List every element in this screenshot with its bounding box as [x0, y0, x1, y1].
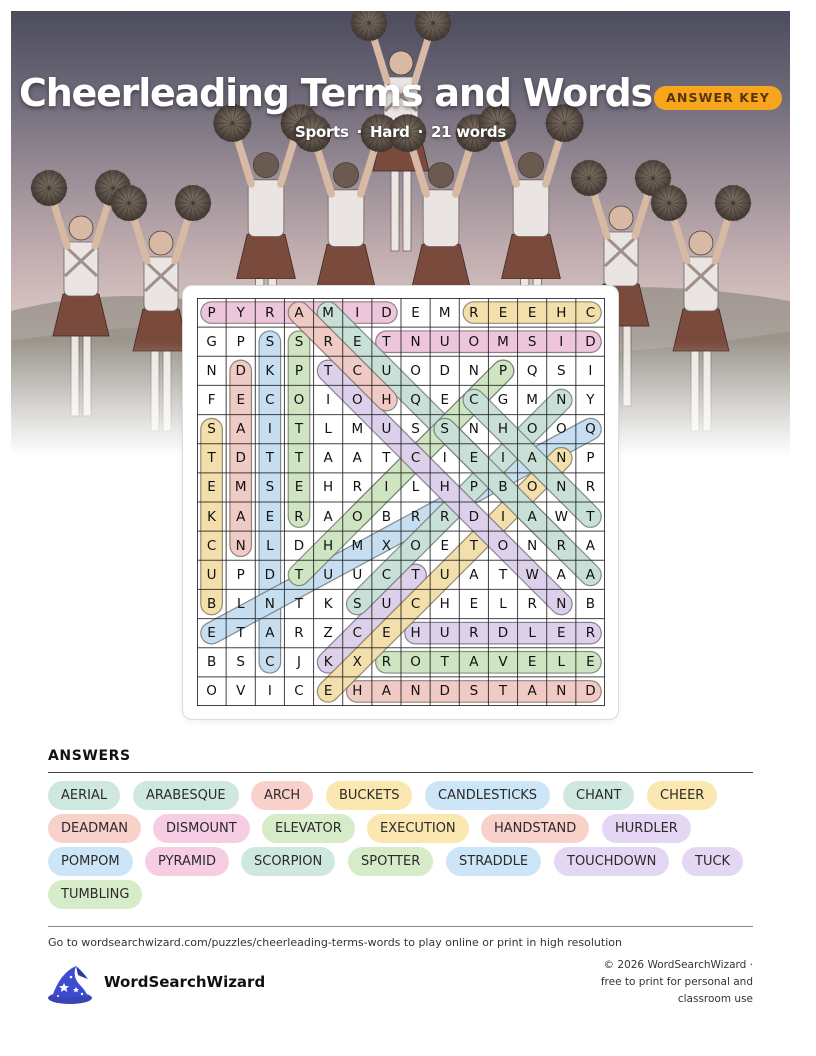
- grid-cell: O: [206, 683, 217, 700]
- grid-cell: A: [469, 654, 479, 671]
- grid-cell: C: [469, 391, 479, 408]
- answer-chip-chant: CHANT: [563, 781, 634, 810]
- grid-cell: D: [381, 304, 392, 321]
- grid-cell: D: [468, 508, 480, 525]
- grid-cell: P: [294, 362, 304, 379]
- grid-cell: H: [323, 537, 334, 554]
- grid-cell: C: [352, 625, 362, 642]
- grid-cell: N: [556, 595, 567, 612]
- grid-cell: R: [323, 333, 333, 350]
- grid-cell: N: [410, 333, 421, 350]
- grid-cell: H: [323, 479, 334, 496]
- grid-cell: P: [207, 304, 216, 321]
- grid-cell: F: [207, 391, 216, 408]
- grid-cell: O: [555, 421, 567, 438]
- answer-key-badge: ANSWER KEY: [654, 86, 782, 110]
- grid-cell: T: [294, 421, 304, 438]
- grid-cell: K: [323, 654, 333, 671]
- grid-cell: T: [411, 566, 420, 583]
- grid-cell: S: [265, 479, 275, 496]
- grid-cell: E: [440, 537, 449, 554]
- grid-cell: O: [351, 391, 363, 408]
- grid-cell: R: [527, 595, 537, 612]
- grid-cell: E: [207, 625, 216, 642]
- grid-cell: H: [439, 595, 450, 612]
- grid-cell: P: [498, 362, 508, 379]
- grid-cell: R: [294, 625, 304, 642]
- grid-cell: C: [265, 654, 275, 671]
- grid-cell: A: [585, 566, 596, 583]
- word-search-grid: [197, 298, 605, 706]
- grid-cell: N: [556, 479, 567, 496]
- grid-cell: A: [527, 508, 537, 525]
- grid-cell: E: [353, 333, 362, 350]
- grid-cell: O: [410, 537, 421, 554]
- grid-cell: O: [351, 508, 363, 525]
- grid-cell: U: [323, 566, 334, 583]
- answer-chip-handstand: HANDSTAND: [481, 814, 589, 843]
- grid-cell: A: [352, 450, 362, 467]
- grid-cell: D: [293, 537, 305, 554]
- answer-chip-buckets: BUCKETS: [326, 781, 412, 810]
- answer-chip-arabesque: ARABESQUE: [133, 781, 239, 810]
- grid-cell: T: [324, 362, 333, 379]
- answer-chip-straddle: STRADDLE: [446, 847, 541, 876]
- grid-cell: P: [236, 566, 245, 583]
- grid-cell: M: [497, 333, 509, 350]
- grid-cell: A: [323, 450, 333, 467]
- grid-cell: N: [556, 683, 567, 700]
- answers-heading: ANSWERS: [48, 748, 131, 764]
- grid-cell: T: [469, 537, 478, 554]
- grid-cell: T: [586, 508, 595, 525]
- grid-cell: I: [442, 450, 447, 467]
- grid-cell: T: [294, 566, 304, 583]
- grid-cell: J: [297, 654, 301, 671]
- grid-cell: H: [556, 304, 567, 321]
- grid-cell: K: [323, 595, 333, 612]
- grid-cell: I: [267, 683, 272, 700]
- grid-cell: R: [410, 508, 421, 525]
- grid-cell: G: [497, 391, 509, 408]
- grid-cell: X: [381, 537, 392, 554]
- grid-cell: M: [322, 304, 334, 321]
- grid-cell: R: [469, 625, 479, 642]
- grid-cell: I: [326, 391, 331, 408]
- grid-cell: H: [352, 683, 363, 700]
- grid-cell: S: [294, 333, 304, 350]
- grid-cell: T: [265, 450, 274, 467]
- grid-cell: A: [381, 683, 392, 700]
- grid-cell: E: [294, 479, 304, 496]
- grid-cell: R: [352, 479, 362, 496]
- grid-cell: H: [381, 391, 392, 408]
- grid-cell: I: [355, 304, 360, 321]
- grid-cell: K: [265, 362, 275, 379]
- grid-cell: C: [206, 537, 217, 554]
- answer-chip-scorpion: SCORPION: [241, 847, 335, 876]
- grid-cell: T: [207, 450, 216, 467]
- grid-cell: R: [469, 304, 479, 321]
- grid-cell: Q: [526, 362, 538, 379]
- copyright-text: [563, 957, 753, 1008]
- grid-cell: A: [323, 508, 333, 525]
- answer-chip-pyramid: PYRAMID: [145, 847, 229, 876]
- grid-cell: U: [439, 625, 450, 642]
- grid-cell: D: [585, 333, 596, 350]
- grid-cell: H: [497, 421, 509, 438]
- grid-cell: U: [381, 595, 392, 612]
- grid-cell: B: [206, 595, 217, 612]
- grid-cell: H: [439, 479, 450, 496]
- grid-cell: N: [527, 537, 538, 554]
- grid-cell: Z: [323, 625, 333, 642]
- grid-cell: W: [525, 566, 539, 583]
- difficulty-label: Hard: [370, 123, 410, 141]
- grid-cell: S: [265, 333, 275, 350]
- grid-cell: D: [497, 625, 509, 642]
- grid-cell: A: [294, 304, 304, 321]
- grid-cell: N: [264, 595, 275, 612]
- grid-cell: N: [206, 362, 217, 379]
- grid-cell: I: [501, 508, 505, 525]
- grid-cell: S: [440, 421, 449, 438]
- footer-url-text: Go to wordsearchwizard.com/puzzles/cheerleading-terms-words to play online or print in high resolution: [48, 936, 622, 949]
- grid-cell: O: [468, 333, 480, 350]
- grid-cell: U: [439, 333, 450, 350]
- grid-cell: U: [352, 566, 363, 583]
- grid-cell: M: [234, 479, 247, 496]
- grid-cell: A: [236, 421, 246, 438]
- answer-chip-touchdown: TOUCHDOWN: [554, 847, 669, 876]
- grid-cell: N: [235, 537, 246, 554]
- grid-cell: H: [410, 625, 421, 642]
- grid-cell: P: [586, 450, 595, 467]
- grid-cell: Y: [586, 391, 595, 408]
- grid-cell: E: [586, 654, 595, 671]
- grid-cell: E: [265, 508, 275, 525]
- grid-cell: O: [410, 362, 421, 379]
- grid-cell: B: [585, 595, 596, 612]
- answer-chip-aerial: AERIAL: [48, 781, 120, 810]
- grid-cell: W: [554, 508, 568, 525]
- answer-chip-tumbling: TUMBLING: [48, 880, 142, 909]
- grid-cell: S: [207, 421, 216, 438]
- grid-cell: T: [382, 450, 391, 467]
- grid-cell: E: [382, 625, 391, 642]
- grid-cell: G: [206, 333, 217, 350]
- grid-cell: A: [527, 683, 537, 700]
- brand-name: WordSearchWizard: [104, 973, 266, 991]
- grid-cell: L: [557, 654, 566, 671]
- grid-cell: I: [559, 333, 564, 350]
- grid-cell: R: [381, 654, 392, 671]
- grid-cell: R: [556, 537, 566, 554]
- grid-cell: P: [469, 479, 478, 496]
- footer-divider: [48, 926, 753, 927]
- answer-chip-hurdler: HURDLER: [602, 814, 691, 843]
- grid-cell: S: [352, 595, 362, 612]
- grid-cell: L: [411, 479, 420, 496]
- puzzle-card: [182, 285, 619, 720]
- grid-cell: I: [501, 450, 505, 467]
- grid-cell: R: [585, 625, 596, 642]
- grid-cell: A: [556, 566, 566, 583]
- grid-cell: E: [469, 595, 479, 612]
- grid-cell: N: [410, 683, 421, 700]
- grid-cell: E: [440, 391, 449, 408]
- grid-cell: C: [294, 683, 304, 700]
- copyright-line: free to print for personal and: [600, 976, 753, 988]
- grid-cell: E: [527, 654, 537, 671]
- answer-chip-spotter: SPOTTER: [348, 847, 433, 876]
- grid-cell: U: [381, 362, 392, 379]
- grid-cell: C: [265, 391, 275, 408]
- grid-cell: E: [469, 450, 479, 467]
- answer-chip-tuck: TUCK: [682, 847, 743, 876]
- grid-cell: R: [265, 304, 275, 321]
- grid-cell: A: [527, 450, 537, 467]
- grid-cell: T: [498, 566, 508, 583]
- grid-cell: S: [527, 333, 537, 350]
- grid-cell: P: [236, 333, 245, 350]
- grid-cell: T: [294, 595, 304, 612]
- grid-cell: E: [323, 683, 333, 700]
- grid-cell: D: [585, 683, 596, 700]
- grid-cell: B: [381, 508, 392, 525]
- grid-cell: L: [324, 421, 332, 438]
- grid-cell: U: [439, 566, 450, 583]
- grid-cell: D: [439, 362, 450, 379]
- wizard-hat-icon: [46, 963, 94, 1005]
- grid-cell: M: [351, 537, 364, 554]
- grid-cell: Y: [236, 304, 245, 321]
- grid-cell: A: [236, 508, 246, 525]
- answer-chip-dismount: DISMOUNT: [153, 814, 250, 843]
- meta-separator: ·: [356, 123, 362, 141]
- grid-cell: I: [267, 421, 272, 438]
- grid-cell: R: [294, 508, 304, 525]
- grid-cell: E: [411, 304, 420, 321]
- grid-cell: T: [498, 683, 508, 700]
- category-label: Sports: [295, 123, 349, 141]
- grid-cell: O: [293, 391, 305, 408]
- grid-cell: C: [381, 566, 392, 583]
- grid-cell: O: [497, 537, 509, 554]
- grid-cell: N: [468, 362, 479, 379]
- answer-chip-deadman: DEADMAN: [48, 814, 141, 843]
- grid-cell: S: [411, 421, 420, 438]
- copyright-line: classroom use: [677, 993, 753, 1005]
- grid-cell: E: [498, 304, 508, 321]
- grid-cell: N: [468, 421, 479, 438]
- grid-cell: R: [585, 479, 596, 496]
- answer-chip-execution: EXECUTION: [367, 814, 469, 843]
- grid-cell: S: [469, 683, 479, 700]
- word-count-label: 21 words: [431, 123, 506, 141]
- grid-cell: E: [207, 479, 216, 496]
- grid-cell: O: [526, 479, 538, 496]
- grid-cell: K: [207, 508, 216, 525]
- grid-cell: A: [265, 625, 275, 642]
- grid-cell: N: [556, 391, 567, 408]
- grid-cell: D: [235, 362, 246, 379]
- page-title: Cheerleading Terms and Words: [19, 71, 652, 115]
- grid-cell: T: [440, 654, 449, 671]
- grid-cell: L: [236, 595, 245, 612]
- grid-cell: N: [556, 450, 567, 467]
- grid-cell: C: [410, 450, 421, 467]
- grid-cell: L: [499, 595, 507, 612]
- grid-cell: B: [206, 654, 217, 671]
- grid-cell: A: [585, 537, 596, 554]
- grid-cell: S: [556, 362, 566, 379]
- grid-cell: E: [236, 391, 245, 408]
- grid-cell: Q: [585, 421, 596, 438]
- meta-separator: ·: [417, 123, 424, 141]
- grid-cell: O: [410, 654, 421, 671]
- grid-cell: M: [526, 391, 538, 408]
- puzzle-meta: [11, 123, 790, 141]
- grid-cell: V: [236, 683, 246, 700]
- grid-cell: T: [236, 625, 245, 642]
- grid-cell: S: [236, 654, 245, 671]
- grid-cell: T: [382, 333, 391, 350]
- grid-cell: U: [381, 421, 392, 438]
- grid-cell: L: [266, 537, 274, 554]
- grid-cell: O: [526, 421, 538, 438]
- answer-chip-candlesticks: CANDLESTICKS: [425, 781, 550, 810]
- grid-cell: C: [585, 304, 596, 321]
- grid-cell: V: [498, 654, 508, 671]
- grid-cell: U: [206, 566, 217, 583]
- grid-cell: I: [588, 362, 593, 379]
- grid-cell: L: [528, 625, 536, 642]
- grid-cell: C: [352, 362, 362, 379]
- answer-chip-arch: ARCH: [251, 781, 313, 810]
- grid-cell: X: [352, 654, 362, 671]
- grid-cell: E: [557, 625, 566, 642]
- grid-cell: D: [264, 566, 276, 583]
- grid-cell: A: [469, 566, 479, 583]
- grid-cell: D: [235, 450, 246, 467]
- grid-cell: E: [527, 304, 537, 321]
- grid-cell: M: [351, 421, 364, 438]
- grid-cell: D: [439, 683, 450, 700]
- grid-cell: R: [440, 508, 450, 525]
- answers-divider: [48, 772, 753, 773]
- grid-cell: C: [410, 595, 421, 612]
- grid-cell: T: [294, 450, 304, 467]
- grid-cell: M: [438, 304, 451, 321]
- grid-cell: I: [384, 479, 389, 496]
- grid-cell: B: [498, 479, 508, 496]
- copyright-line: © 2026 WordSearchWizard ·: [603, 959, 753, 971]
- answer-chip-elevator: ELEVATOR: [262, 814, 355, 843]
- grid-cell: Q: [410, 391, 421, 408]
- answer-chip-cheer: CHEER: [647, 781, 717, 810]
- answer-chip-pompom: POMPOM: [48, 847, 133, 876]
